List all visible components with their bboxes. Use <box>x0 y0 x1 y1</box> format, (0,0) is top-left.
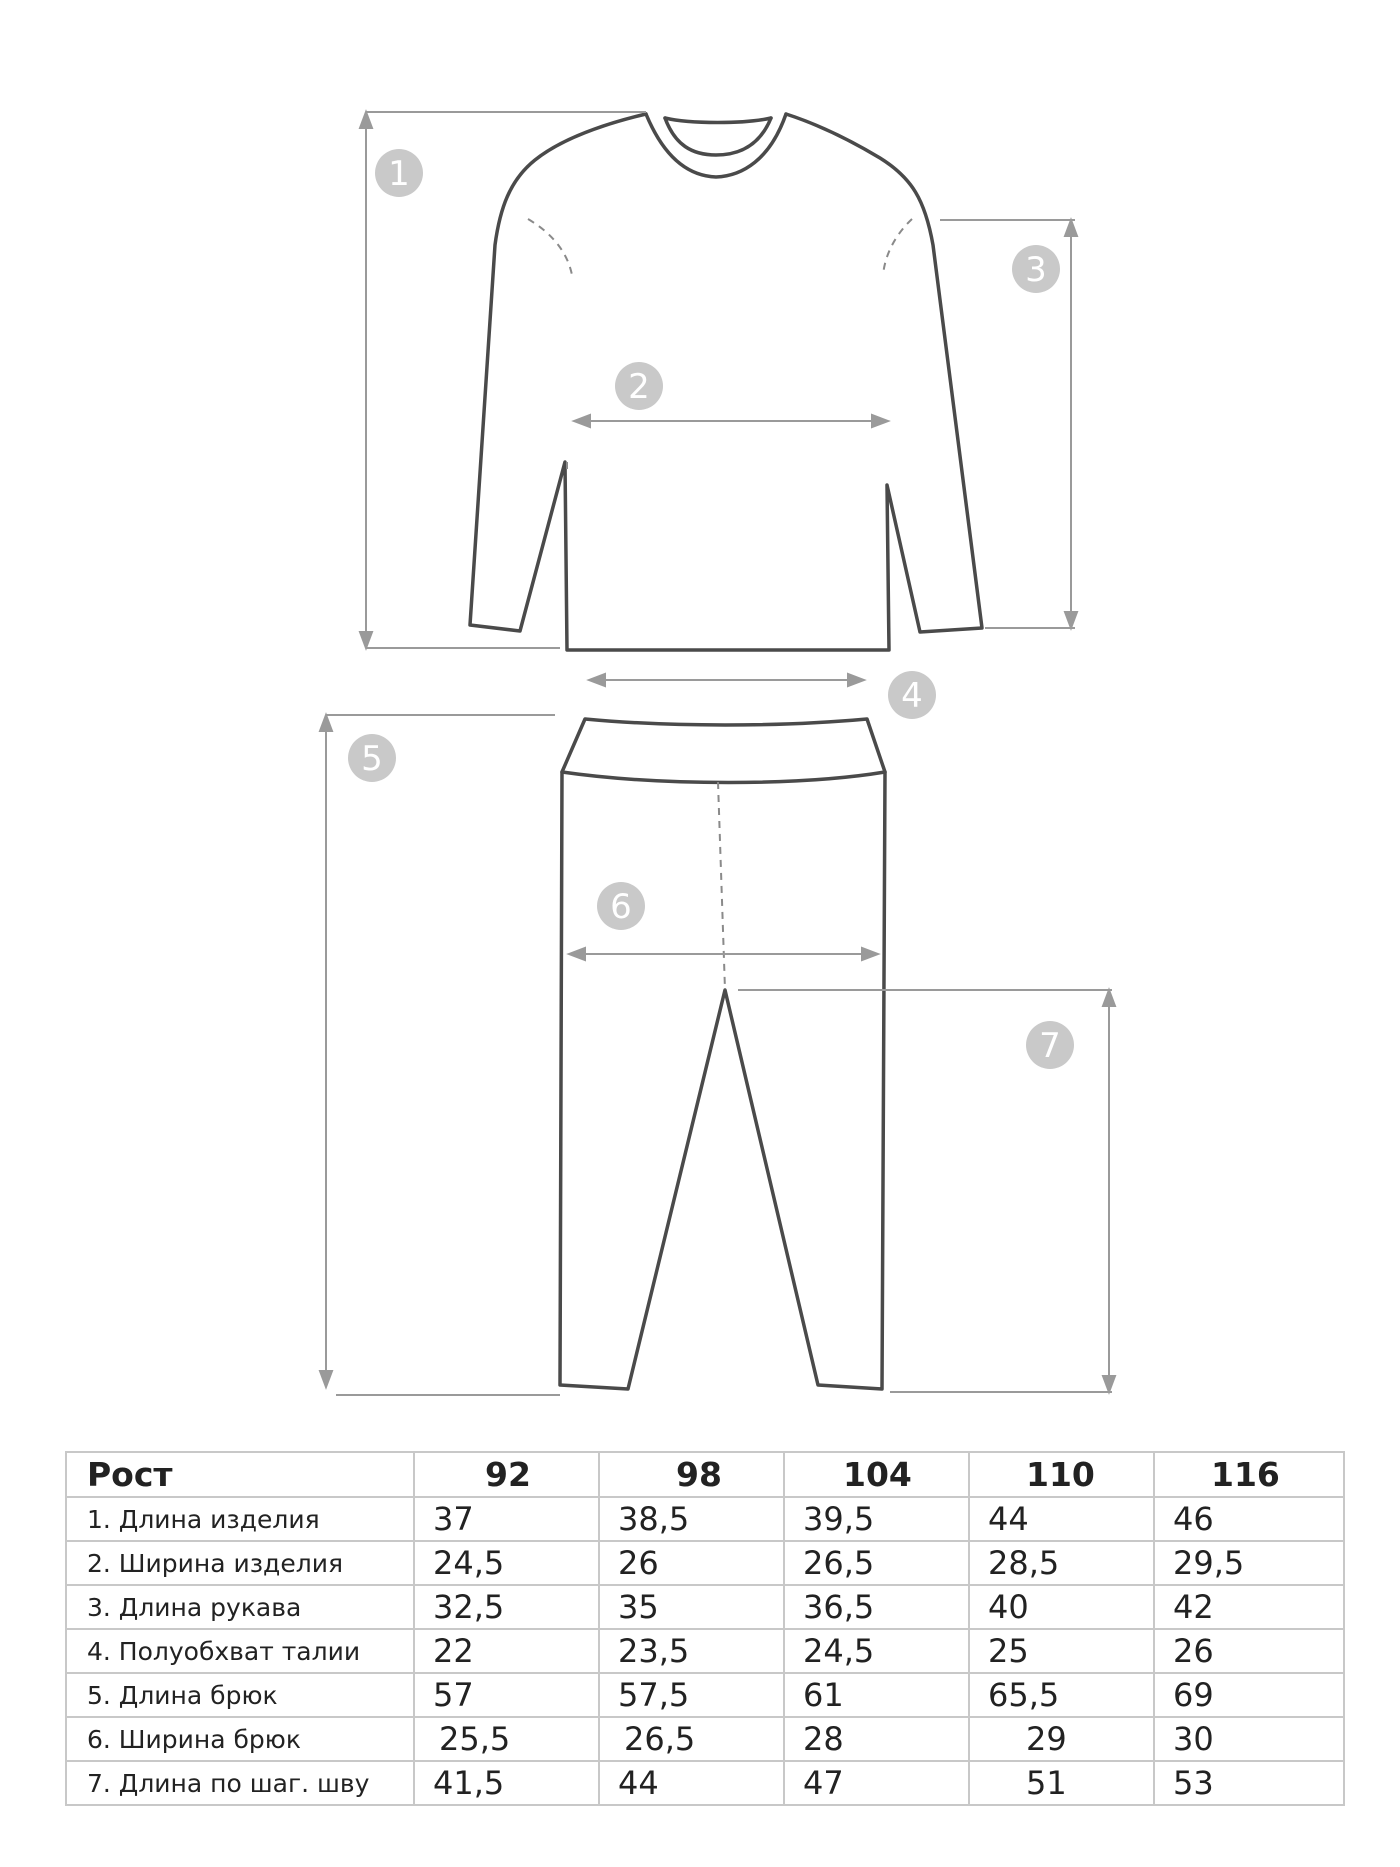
row-label: 1. Длина изделия <box>66 1497 414 1541</box>
size-table <box>65 1451 1345 1806</box>
table-cell: 57 <box>414 1673 599 1717</box>
row-label: 4. Полуобхват талии <box>66 1629 414 1673</box>
table-header-row <box>66 1452 1344 1497</box>
table-cell: 26,5 <box>784 1541 969 1585</box>
table-cell: 25,5 <box>414 1717 599 1761</box>
table-cell: 26 <box>1154 1629 1344 1673</box>
svg-text:2: 2 <box>628 367 650 407</box>
svg-text:7: 7 <box>1039 1026 1061 1066</box>
header-size-116: 116 <box>1154 1452 1344 1497</box>
table-cell: 30 <box>1154 1717 1344 1761</box>
table-cell: 29 <box>969 1717 1154 1761</box>
table-cell: 47 <box>784 1761 969 1805</box>
header-size-104: 104 <box>784 1452 969 1497</box>
table-cell: 26,5 <box>599 1717 784 1761</box>
header-size-110: 110 <box>969 1452 1154 1497</box>
callout-6 <box>597 882 645 930</box>
table-cell: 61 <box>784 1673 969 1717</box>
row-label: 6. Ширина брюк <box>66 1717 414 1761</box>
table-cell: 24,5 <box>414 1541 599 1585</box>
callout-1 <box>375 149 423 197</box>
row-label: 5. Длина брюк <box>66 1673 414 1717</box>
table-cell: 28 <box>784 1717 969 1761</box>
svg-text:6: 6 <box>610 887 632 927</box>
callout-2 <box>615 362 663 410</box>
table-cell: 42 <box>1154 1585 1344 1629</box>
trousers-outline <box>560 719 885 1389</box>
svg-text:1: 1 <box>388 154 410 194</box>
table-cell: 53 <box>1154 1761 1344 1805</box>
callout-3 <box>1012 245 1060 293</box>
table-cell: 40 <box>969 1585 1154 1629</box>
table-cell: 57,5 <box>599 1673 784 1717</box>
table-row <box>66 1585 1344 1629</box>
table-cell: 51 <box>969 1761 1154 1805</box>
table-cell: 37 <box>414 1497 599 1541</box>
table-cell: 29,5 <box>1154 1541 1344 1585</box>
dimension-lines <box>320 112 1115 1395</box>
callout-5 <box>348 734 396 782</box>
svg-text:5: 5 <box>361 739 383 779</box>
table-cell: 32,5 <box>414 1585 599 1629</box>
table-row <box>66 1761 1344 1805</box>
table-cell: 25 <box>969 1629 1154 1673</box>
table-row <box>66 1629 1344 1673</box>
row-label: 2. Ширина изделия <box>66 1541 414 1585</box>
table-cell: 38,5 <box>599 1497 784 1541</box>
table-cell: 39,5 <box>784 1497 969 1541</box>
table-cell: 24,5 <box>784 1629 969 1673</box>
svg-text:4: 4 <box>901 676 923 716</box>
row-label: 7. Длина по шаг. шву <box>66 1761 414 1805</box>
callout-7 <box>1026 1021 1074 1069</box>
table-row <box>66 1541 1344 1585</box>
row-label: 3. Длина рукава <box>66 1585 414 1629</box>
svg-text:3: 3 <box>1025 250 1047 290</box>
table-cell: 35 <box>599 1585 784 1629</box>
header-height-label: Рост <box>66 1452 414 1497</box>
trousers-center-seam <box>718 782 725 990</box>
table-cell: 26 <box>599 1541 784 1585</box>
sweatshirt-outline <box>470 114 982 650</box>
table-cell: 23,5 <box>599 1629 784 1673</box>
table-cell: 22 <box>414 1629 599 1673</box>
table-cell: 69 <box>1154 1673 1344 1717</box>
header-size-98: 98 <box>599 1452 784 1497</box>
table-cell: 46 <box>1154 1497 1344 1541</box>
table-cell: 41,5 <box>414 1761 599 1805</box>
sweatshirt-sleeve-seams <box>528 219 912 470</box>
table-cell: 44 <box>599 1761 784 1805</box>
header-size-92: 92 <box>414 1452 599 1497</box>
table-row <box>66 1497 1344 1541</box>
table-cell: 44 <box>969 1497 1154 1541</box>
callout-4 <box>888 671 936 719</box>
table-row <box>66 1717 1344 1761</box>
table-row <box>66 1673 1344 1717</box>
table-cell: 28,5 <box>969 1541 1154 1585</box>
table-cell: 36,5 <box>784 1585 969 1629</box>
table-cell: 65,5 <box>969 1673 1154 1717</box>
